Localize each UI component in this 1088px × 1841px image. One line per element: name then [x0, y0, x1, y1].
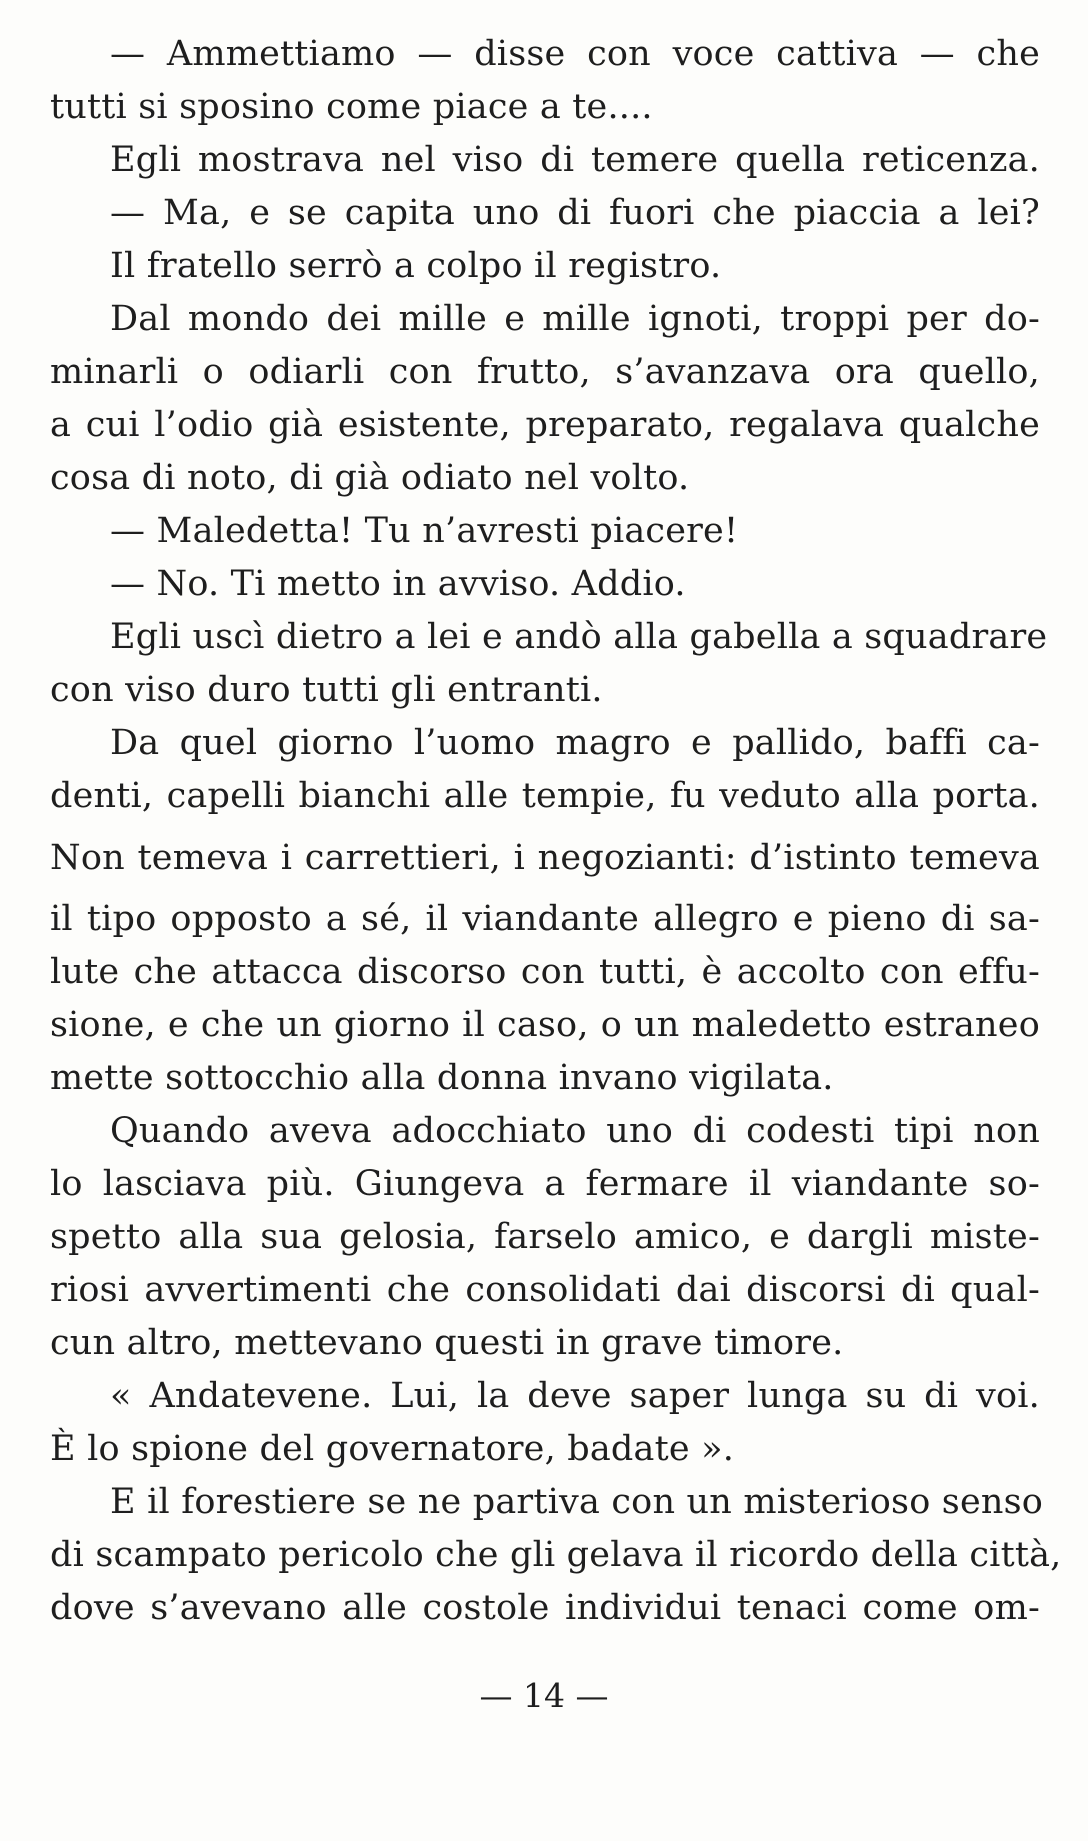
text-line: Il fratello serrò a colpo il registro.	[110, 246, 722, 286]
text-line: cun altro, mettevano questi in grave timore.	[50, 1323, 844, 1363]
text-line: di scampato pericolo che gli gelava il ricordo della città,	[50, 1535, 1062, 1575]
text-line: — Ma, e se capita uno di fuori che piaccia a lei?	[110, 193, 1040, 233]
text-line: — No. Ti metto in avviso. Addio.	[110, 564, 686, 604]
text-line: con viso duro tutti gli entranti.	[50, 670, 603, 710]
text-line: — Ammettiamo — disse con voce cattiva — che	[110, 34, 1040, 74]
text-line: dove s’avevano alle costole individui tenaci come om-	[50, 1588, 1040, 1628]
text-line: il tipo opposto a sé, il viandante allegro e pieno di sa-	[50, 899, 1040, 939]
text-line: Dal mondo dei mille e mille ignoti, troppi per do-	[110, 299, 1040, 339]
text-line: È lo spione del governatore, badate ».	[50, 1429, 735, 1469]
page-number: — 14 —	[479, 1676, 609, 1715]
text-line: sione, e che un giorno il caso, o un maledetto estraneo	[50, 1005, 1040, 1045]
text-line: Egli mostrava nel viso di temere quella reticenza.	[110, 140, 1040, 180]
text-line: Da quel giorno l’uomo magro e pallido, baffi ca-	[110, 723, 1040, 763]
text-line: lute che attacca discorso con tutti, è accolto con effu-	[50, 952, 1040, 992]
body-text	[50, 28, 1062, 1635]
text-line: lo lasciava più. Giungeva a fermare il viandante so-	[50, 1164, 1040, 1204]
text-line: mette sottocchio alla donna invano vigilata.	[50, 1058, 834, 1098]
text-line: riosi avvertimenti che consolidati dai discorsi di qual-	[50, 1270, 1040, 1310]
text-line: denti, capelli bianchi alle tempie, fu veduto alla porta.	[50, 776, 1040, 816]
text-line: E il forestiere se ne partiva con un misterioso senso	[110, 1482, 1044, 1522]
text-line: minarli o odiarli con frutto, s’avanzava ora quello,	[50, 352, 1040, 392]
text-line: « Andatevene. Lui, la deve saper lunga su di voi.	[110, 1376, 1040, 1416]
text-line: — Maledetta! Tu n’avresti piacere!	[110, 511, 739, 551]
text-line: a cui l’odio già esistente, preparato, regalava qualche	[50, 405, 1040, 445]
text-line: cosa di noto, di già odiato nel volto.	[50, 458, 690, 498]
text-line: Quando aveva adocchiato uno di codesti tipi non	[110, 1111, 1040, 1151]
text-line: tutti si sposino come piace a te....	[50, 87, 653, 127]
text-line: Non temeva i carrettieri, i negozianti: d’istinto temeva	[50, 838, 1040, 878]
text-line: Egli uscì dietro a lei e andò alla gabella a squadrare	[110, 617, 1048, 657]
text-line: spetto alla sua gelosia, farselo amico, e dargli miste-	[50, 1217, 1040, 1257]
